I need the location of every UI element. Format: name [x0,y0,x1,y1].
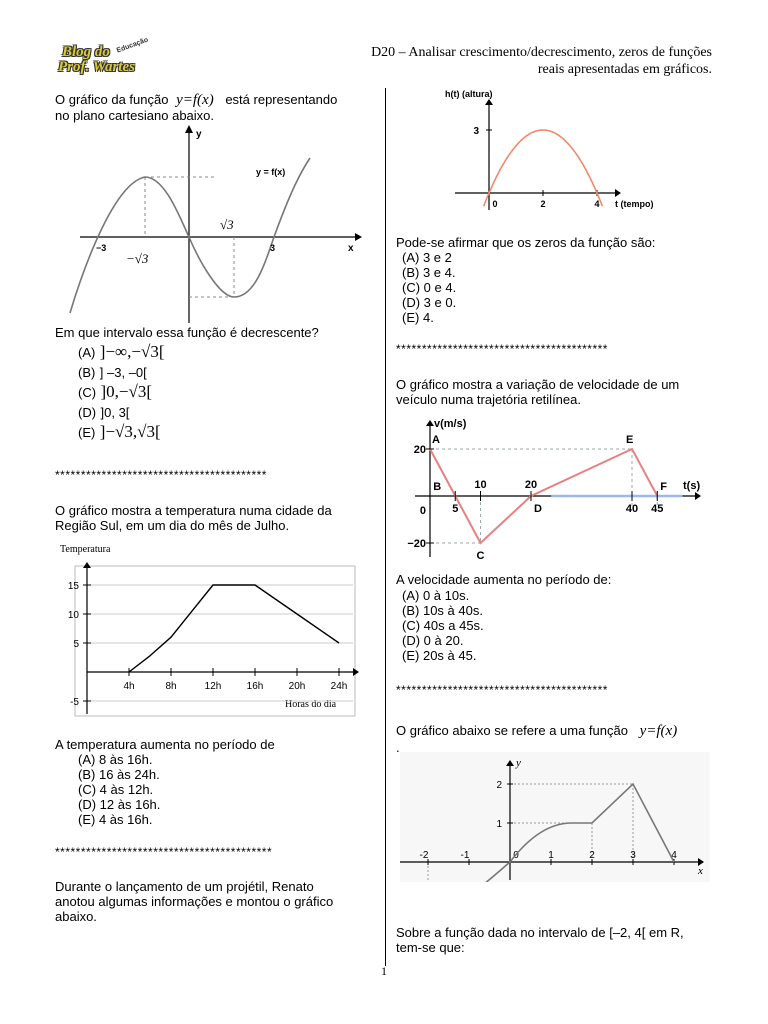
q2-y-tick-label: 10 [67,610,79,621]
q1-option-e-letter: (E) [78,425,96,440]
q4-x-label: t(s) [683,480,701,492]
q2-option-b-letter: (B) [78,767,96,782]
q2-option-a[interactable] [78,752,160,767]
q2-option-b[interactable] [78,767,160,782]
q4-option-e[interactable] [402,648,484,663]
logo-line2: Prof. Wartes [58,59,135,75]
q4-option-c[interactable] [402,618,484,633]
q1-func-label: y = f(x) [256,167,286,177]
q2-option-a-text: 8 às 16h. [98,752,153,767]
q2-x-tick-label: 24h [330,681,348,692]
q5-question [396,925,716,955]
q2-x-title: Horas do dia [285,699,337,710]
q2-x-tick-label: 12h [204,681,222,692]
q5-y-tick-label: 1 [496,819,502,830]
column-divider [385,88,386,966]
q5-x-tick-label: 0 [513,850,519,861]
q3-option-a-text: 3 e 2 [422,250,452,265]
q4-x-tick-label: 40 [625,503,639,515]
q4-point-label: D [534,503,542,515]
q1-option-a[interactable] [78,342,165,364]
q3-text-line2: anotou algumas informações e montou o gráfico [55,894,334,909]
q4-x-tick-label: 45 [651,503,664,515]
q1-y-label: y [196,129,202,140]
separator-2: ****************************************** [55,845,273,859]
q3-option-e-letter: (E) [402,310,420,325]
q4-option-d-letter: (D) [402,633,421,648]
q1-option-b-letter: (B) [78,365,96,380]
separator-4: ***************************************** [396,683,608,697]
q1-options [78,342,165,444]
q1-option-b-text: ] –3, –0[ [99,365,147,380]
q2-intro [55,503,375,533]
q4-x-tick-label: 5 [452,503,459,515]
q4-question: A velocidade aumenta no período de: [396,572,612,587]
q4-option-c-letter: (C) [402,618,421,633]
q1-text-line2: no plano cartesiano abaixo. [55,108,215,123]
q3-x-tick-label: 4 [594,199,600,209]
q2-option-a-letter: (A) [78,752,96,767]
q1-option-a-letter: (A) [78,345,96,360]
q1-option-b[interactable] [78,364,165,382]
page-number: 1 [381,964,387,978]
q3-option-d-letter: (D) [402,295,421,310]
q2-x-axis-arrow [353,668,359,676]
q4-option-a[interactable] [402,588,484,603]
q2-options [78,752,160,827]
q4-x-axis-arrow [695,492,701,500]
q3-option-c-letter: (C) [402,280,421,295]
q3-option-d[interactable] [402,295,456,310]
q1-option-a-text: ]−∞,−√3[ [99,342,165,361]
q4-option-d[interactable] [402,633,484,648]
q2-option-b-text: 16 às 24h. [98,767,160,782]
q4-option-c-text: 40s a 45s. [423,618,484,633]
q5-x-tick-label: 1 [548,850,554,861]
q3-options [402,250,456,325]
header-title-line1: D20 – Analisar crescimento/decrescimento, zeros de funções [371,45,712,60]
q2-option-d-letter: (D) [78,797,97,812]
q2-y-tick-label: 15 [67,581,79,592]
q3-x-tick-label: 2 [540,199,546,209]
separator-3: ***************************************** [396,342,608,356]
q4-text-line1: O gráfico mostra a variação de velocidade de um [396,377,680,392]
q1-curve [70,158,310,313]
q1-x-label: x [348,243,354,254]
q2-y-axis-arrow [83,562,91,568]
q4-point-label: C [476,550,485,562]
q4-point-label: B [433,481,442,493]
q1-tick-3: 3 [270,243,276,253]
q4-point-label: A [432,434,440,446]
q1-option-e-text: ]−√3,√3[ [99,422,161,441]
q2-x-tick-label: 4h [123,681,135,692]
q1-option-c-letter: (C) [78,385,97,400]
q3-x-label: t (tempo) [615,199,654,209]
q1-intro [55,92,380,123]
q2-temperature-chart [55,540,360,720]
q4-option-e-text: 20s à 45. [422,648,477,663]
q3-option-b-text: 3 e 4. [422,265,456,280]
q1-tick-sqrt3: √3 [220,217,234,232]
q3-intro [55,879,375,924]
q1-option-c[interactable] [78,382,165,404]
q4-options [402,588,484,663]
q4-y-tick-label: −20 [407,538,426,550]
q2-question: A temperatura aumenta no período de [55,737,275,752]
q4-option-d-text: 0 à 20. [423,633,464,648]
q3-y-axis-arrow [485,99,493,105]
q3-option-e-text: 4. [422,310,434,325]
q3-option-a-letter: (A) [402,250,420,265]
q5-function-chart [400,752,710,882]
q1-tick-negsqrt3: −√3 [126,251,149,266]
q5-intro [396,723,716,739]
q2-plot-frame [75,566,355,716]
q1-function-graph [60,123,365,328]
q2-x-tick-label: 16h [246,681,264,692]
q1-option-c-text: ]0,−√3[ [100,382,152,401]
q1-option-d-letter: (D) [78,405,97,420]
q1-x-axis-arrow [355,233,362,241]
header-title [371,44,712,78]
q4-x-tick-label: 10 [474,479,487,491]
logo-badge: Educação [115,36,150,55]
q2-y-tick-label: 5 [73,639,79,650]
q4-text-line2: veículo numa trajetória retilínea. [396,392,581,407]
q3-y-tick-label: 3 [473,126,479,137]
q2-option-e-letter: (E) [78,812,96,827]
q4-option-e-letter: (E) [402,648,420,663]
q4-option-b-letter: (B) [402,603,420,618]
q3-option-d-text: 3 e 0. [423,295,457,310]
q1-option-d-text: ]0, 3[ [100,405,130,420]
q1-option-e[interactable] [78,422,165,444]
q1-tick-neg3: −3 [96,243,107,253]
q5-text: O gráfico abaixo se refere a uma função [396,723,628,738]
q1-question: Em que intervalo essa função é decrescente? [55,325,319,340]
q5-y-label: y [516,757,521,769]
q3-x-tick-label: 0 [492,199,498,209]
q2-y-tick-label: -5 [70,697,79,708]
logo-line1: Blog do [62,44,110,60]
q1-option-d[interactable] [78,404,165,422]
q3-option-b[interactable] [402,265,456,280]
q4-intro [396,377,716,407]
q3-text-line1: Durante o lançamento de um projétil, Renato [55,879,314,894]
q5-formula: y=f(x) [639,723,678,739]
q2-option-d[interactable] [78,797,160,812]
header-title-line2: reais apresentadas em gráficos. [537,62,712,77]
q3-x-axis-arrow [615,189,621,197]
q4-option-a-letter: (A) [402,588,420,603]
q5-x-tick-label: 2 [589,850,595,861]
q2-text-line1: O gráfico mostra a temperatura numa cidade da [55,503,332,518]
q4-x-tick-label: 20 [524,479,538,491]
q2-option-e-text: 4 às 16h. [98,812,153,827]
q2-x-tick-label: 8h [165,681,177,692]
q4-y-label: v(m/s) [434,418,467,430]
q3-question: Pode-se afirmar que os zeros da função são: [396,235,656,250]
q4-y-tick-label: 20 [413,444,426,456]
q3-option-b-letter: (B) [402,265,420,280]
q3-option-c-text: 0 e 4. [423,280,457,295]
q5-question-line2: tem-se que: [396,940,465,955]
q5-x-tick-label: 3 [630,850,636,861]
q2-chart-svg [55,540,360,720]
q2-temperature-line [129,585,339,672]
q5-x-label: x [698,865,703,877]
q4-y-axis-arrow [426,420,434,426]
q5-x-tick-label: 4 [671,850,677,861]
q1-text-after: está representando [225,92,338,107]
q2-chart-title: Temperatura [60,544,111,555]
q3-text-line3: abaixo. [55,909,97,924]
q4-option-b-text: 10s à 40s. [422,603,483,618]
q3-projectile-chart [445,85,675,215]
q2-option-e[interactable] [78,812,160,827]
separator-1: ***************************************** [55,468,267,482]
q2-option-c-text: 4 às 12h. [99,782,154,797]
q4-point-label: E [626,434,634,446]
q3-option-a[interactable] [402,250,456,265]
q1-formula: y=f(x) [176,92,214,108]
q4-y-tick-label: 0 [419,505,426,517]
q2-option-c-letter: (C) [78,782,97,797]
q2-option-d-text: 12 às 16h. [99,797,161,812]
q5-question-line1: Sobre a função dada no intervalo de [–2, 4[ em R, [396,925,684,940]
q2-option-c[interactable] [78,782,160,797]
q1-y-axis-arrow [185,125,193,133]
q1-text-before: O gráfico da função [55,92,169,107]
blog-logo [56,36,150,78]
q4-velocity-chart [405,412,717,562]
q3-option-e[interactable] [402,310,456,325]
q4-point-label: F [660,481,667,493]
q2-text-line2: Região Sul, em um dia do mês de Julho. [55,518,290,533]
q3-y-label: h(t) (altura) [445,89,493,99]
q5-x-tick-label: -1 [460,850,470,861]
q2-x-tick-label: 20h [288,681,306,692]
q5-dot: . [396,740,400,755]
q3-option-c[interactable] [402,280,456,295]
q4-option-a-text: 0 à 10s. [422,588,470,603]
q5-x-tick-label: -2 [419,850,429,861]
q4-option-b[interactable] [402,603,484,618]
q5-y-tick-label: 2 [496,780,502,791]
